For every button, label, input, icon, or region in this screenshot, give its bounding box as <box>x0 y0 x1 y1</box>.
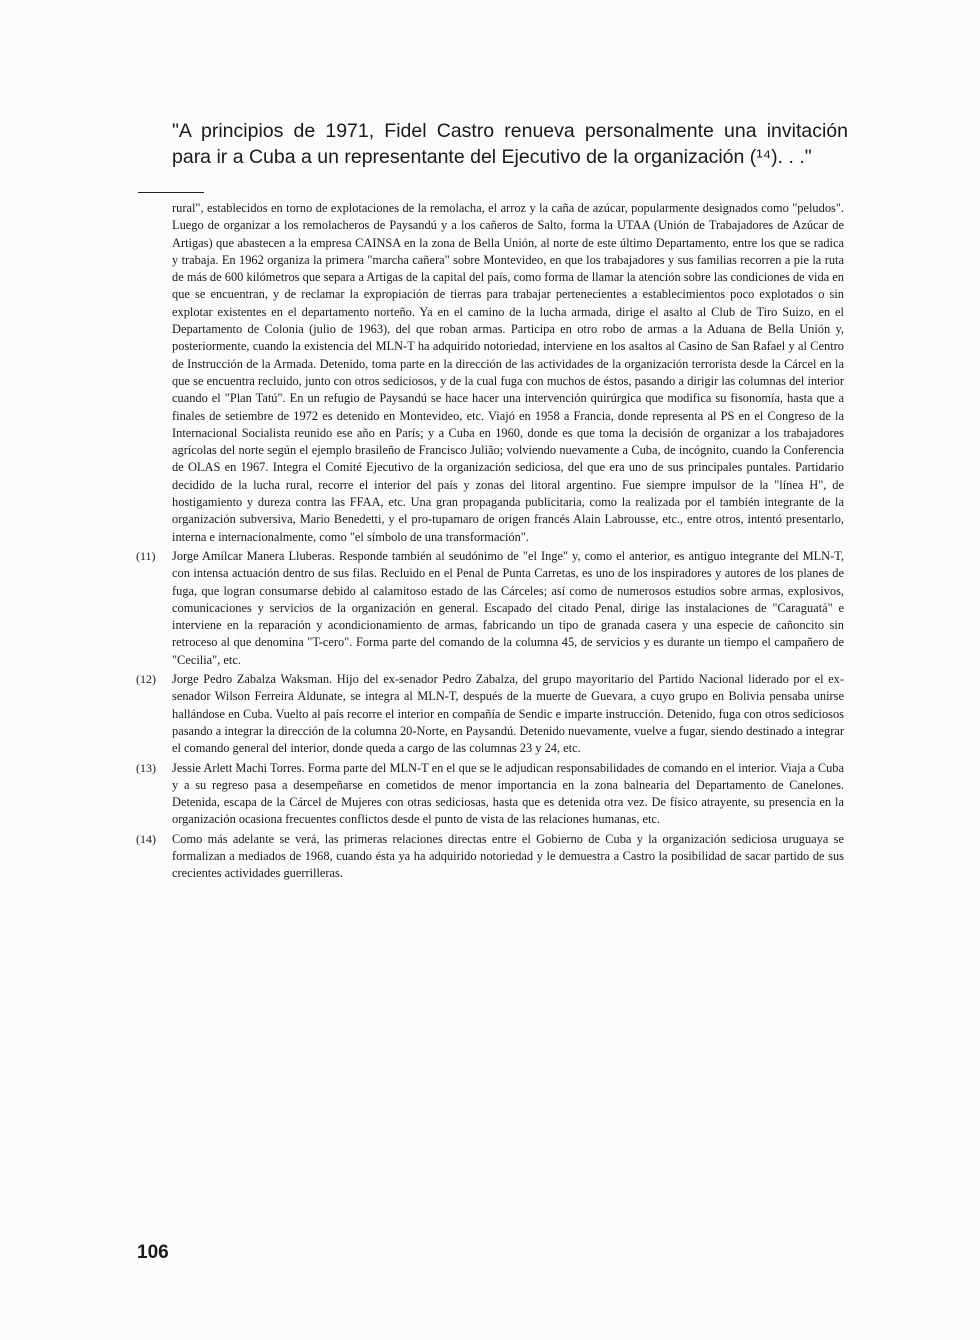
footnote-number: (13) <box>136 760 156 775</box>
footnote-rule <box>138 192 204 193</box>
pull-quote: "A principios de 1971, Fidel Castro renueva personalmente una invitación para ir a Cuba a un representante del Ejecutivo de la organización (¹⁴). . ." <box>172 120 848 168</box>
footnote-number: (12) <box>136 672 156 687</box>
page-number: 106 <box>137 1242 169 1263</box>
footnote-14 <box>136 831 844 883</box>
footnote-number: (11) <box>136 548 156 563</box>
footnotes <box>136 200 844 883</box>
footnote-text: Jessie Arlett Machi Torres. Forma parte del MLN-T en el que se le adjudican responsabilidades de comando en el interior. Viaja a Cuba y a su regreso pasa a desempeñarse en cometidos de menor importancia en la zona balnearia del Departamento de Canelones. Detenida, escapa de la Cárcel de Mujeres con otras sediciosas, hasta que es detenida otra vez. De físico atrayente, su presencia en la organización ocasiona frecuentes conflictos desde el punto de vista de las relaciones humanas, etc. <box>172 760 844 827</box>
footnote-11 <box>136 548 844 669</box>
footnote-text: Jorge Pedro Zabalza Waksman. Hijo del ex-senador Pedro Zabalza, del grupo mayoritario del Partido Nacional liderado por el ex-senador Wilson Ferreira Aldunate, se integra al MLN-T, después de la muerte de Guevara, a cuyo grupo en Bolivia pensaba unirse hallándose en Cuba. Vuelto al país recorre el interior en compañía de Sendic e imparte instrucción. Detenido, fuga con otros sediciosos pasando a integrar la dirección de la columna 20-Norte, en Paysandú. Detenido nuevamente, vuelve a fugar, siendo destinado a integrar el comando general del interior, donde queda a cargo de las columnas 23 y 24, etc. <box>172 672 844 756</box>
footnote-continuation: rural", establecidos en torno de explotaciones de la remolacha, el arroz y la caña de azúcar, popularmente designados como "peludos". Luego de organizar a los remolacheros de Paysandú y a los cañeros de Salto, forma la UTAA (Unión de Trabajadores de Azúcar de Artigas) que abastecen a la empresa CAINSA en la zona de Bella Unión, al norte de este último Departamento, entre los que se radica y trabaja. En 1962 organiza la primera "marcha cañera" sobre Montevideo, en que los trabajadores y sus familias recorren a pie la ruta de más de 600 kilómetros que separa a Artigas de la capital del país, como forma de llamar la atención sobre las condiciones de vida en que se encuentran, y de reclamar la expropiación de tierras para trabajar pertenecientes a establecimientos poco explotados o sin explotar existentes en el departamento norteño. Ya en el camino de la lucha armada, dirige el asalto al Club de Tiro Suizo, en el Departamento de Colonia (julio de 1963), del que roban armas. Participa en otro robo de armas a la Aduana de Bella Unión y, posteriormente, cuando la existencia del MLN-T ha adquirido notoriedad, interviene en los asaltos al Casino de San Rafael y al Centro de Instrucción de la Armada. Detenido, toma parte en la dirección de las actividades de la organización terrorista desde la Cárcel en la que se encuentra recluido, junto con otros sediciosos, y de la cual fuga con muchos de éstos, pasando a dirigir las columnas del interior cuando el "Plan Tatú". En un refugio de Paysandú se hace hacer una intervención quirúrgica que modifica su fisonomía, hasta que a finales de setiembre de 1972 es detenido en Montevideo, etc. Viajó en 1958 a Francia, donde representa al PS en el Congreso de la Internacional Socialista reunido ese año en París; y a Cuba en 1960, donde es que toma la decisión de organizar a los trabajadores agrícolas del norte según el ejemplo brasileño de Francisco Julião; volviendo nuevamente a Cuba, de incógnito, cuando la Conferencia de OLAS en 1967. Integra el Comité Ejecutivo de la organización sediciosa, del que era uno de sus principales puntales. Partidario decidido de la lucha rural, recorre el interior del país y zonas del litoral argentino. Fue siempre impulsor de la "línea H", de hostigamiento y dureza contra las FFAA, etc. Una gran propaganda publicitaria, como la realizada por el también integrante de la organización subversiva, Mario Benedetti, y el pro-tupamaro de origen francés Alain Labrousse, etc., entre otros, intentó presentarlo, interna e internacionalmente, como "el símbolo de una transformación". <box>172 201 844 544</box>
footnote-number: (14) <box>136 831 156 846</box>
footnote-13 <box>136 760 844 829</box>
footnote-12 <box>136 671 844 757</box>
footnote-text: Como más adelante se verá, las primeras relaciones directas entre el Gobierno de Cuba y la organización sediciosa uruguaya se formalizan a mediados de 1968, cuando ésta ya ha adquirido notoriedad y le demuestra a Castro la posibilidad de sacar partido de sus crecientes actividades guerrilleras. <box>172 831 844 881</box>
footnote-text: Jorge Amílcar Manera Lluberas. Responde también al seudónimo de "el Inge" y, como el anterior, es antiguo integrante del MLN-T, con intensa actuación dentro de sus filas. Recluido en el Penal de Punta Carretas, es uno de los inspiradores y autores de los planes de fuga, que logran consumarse debido al calamitoso estado de las Cárceles; así como de numerosos estudios sobre armas, explosivos, comunicaciones y servicios de la organización en general. Escapado del citado Penal, dirige las instalaciones de "Caraguatá" e interviene en la reparación y acondicionamiento de armas, fabricando un tipo de granada casera y una especie de cañoncito sin retroceso al que denomina "T-cero". Forma parte del comando de la columna 45, de servicios y es durante un tiempo el campañero de "Cecilia", etc. <box>172 548 844 667</box>
